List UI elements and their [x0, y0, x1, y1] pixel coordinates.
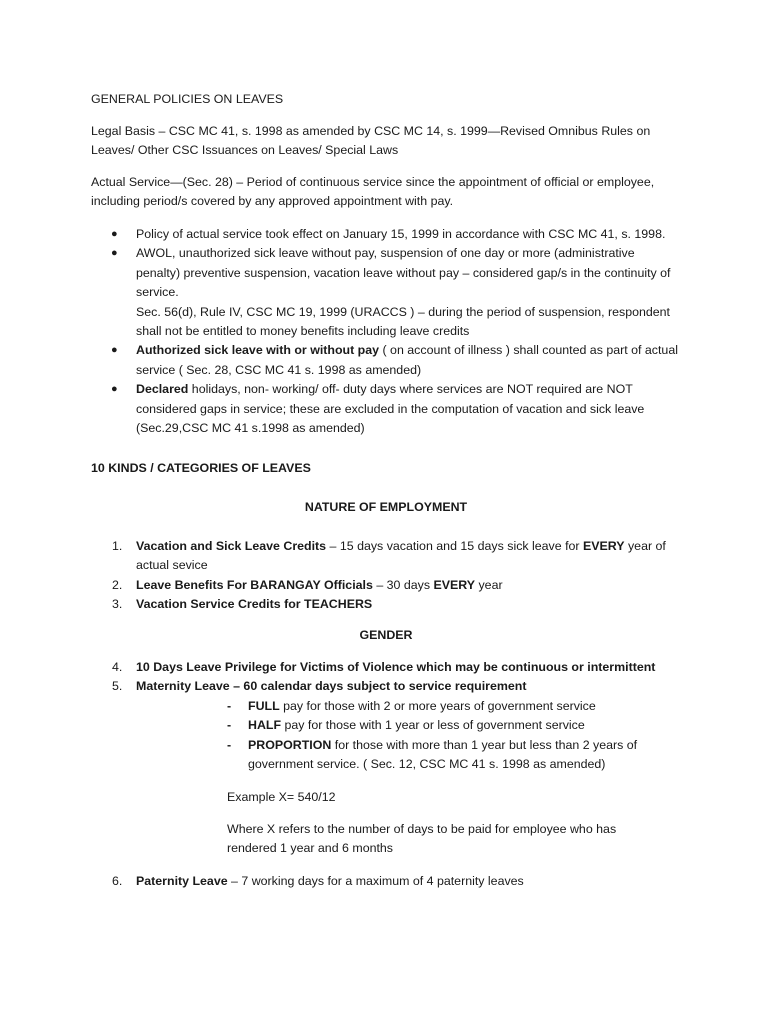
dash-marker: - — [227, 699, 232, 713]
example-formula: Example X= 540/12 — [227, 790, 336, 804]
actual-service-bullets — [91, 225, 681, 438]
bullet-text: Policy of actual service took effect on January 15, 1999 in accordance with CSC MC 41, s. 1998. — [136, 227, 666, 241]
bullet-text: ( on account of illness ) shall counted as part of actual service ( Sec. 28, CSC MC 41 s. 1998 as amended) — [136, 343, 678, 377]
item-number: 6. — [112, 874, 123, 888]
list-item — [91, 380, 681, 438]
item-text-2: year — [475, 577, 503, 592]
dash-marker: - — [227, 718, 232, 733]
item-bold-text-2: EVERY — [583, 539, 625, 553]
list-item — [91, 244, 681, 341]
dash-marker: - — [227, 737, 232, 752]
gender-list — [91, 658, 681, 697]
list-item — [91, 225, 681, 244]
sub-bold-text: PROPORTION — [248, 737, 332, 752]
item-number: 1. — [112, 539, 123, 553]
item-bold-text: Maternity Leave – 60 calendar days subject to service requirement — [136, 679, 527, 694]
legal-basis-paragraph: Legal Basis – CSC MC 41, s. 1998 as amended by CSC MC 14, s. 1999—Revised Omnibus Rules on Leaves/ Other CSC Issuances on Leaves/ Special Laws — [91, 124, 651, 158]
nature-heading: NATURE OF EMPLOYMENT — [304, 500, 468, 514]
gender-heading: GENDER — [359, 628, 413, 642]
list-item — [91, 537, 681, 576]
list-item — [91, 341, 681, 380]
item-bold-text: Vacation and Sick Leave Credits — [136, 539, 327, 553]
item-text: – 7 working days for a maximum of 4 paternity leaves — [227, 874, 524, 888]
bullet-icon: ● — [111, 383, 118, 396]
actual-service-paragraph: Actual Service—(Sec. 28) – Period of continuous service since the appointment of official or employee, including period/s covered by any approved appointment with pay. — [91, 175, 655, 209]
paternity-list — [91, 872, 681, 891]
item-bold-text: 10 Days Leave Privilege for Victims of Violence which may be continuous or intermittent — [136, 660, 656, 674]
sub-text: for those with more than 1 year but less than 2 years of government service. ( Sec. 12, CSC MC 41 s. 1998 as amended) — [248, 737, 638, 772]
bullet-bold-text: Authorized sick leave with or without pay — [136, 343, 380, 358]
bullet-icon: ● — [111, 344, 118, 357]
item-number: 4. — [112, 660, 123, 674]
kinds-heading: 10 KINDS / CATEGORIES OF LEAVES — [91, 461, 311, 475]
list-item — [91, 872, 681, 891]
item-number: 5. — [112, 679, 123, 694]
item-bold-text: Vacation Service Credits for TEACHERS — [136, 597, 373, 612]
list-item — [227, 697, 687, 716]
maternity-sub-list — [227, 697, 687, 775]
bullet-bold-text: Declared — [136, 382, 189, 397]
sub-bold-text: FULL — [248, 699, 280, 713]
item-text: – 15 days vacation and 15 days sick leave for — [326, 539, 583, 553]
item-bold-text: Leave Benefits For BARANGAY Officials — [136, 577, 373, 592]
item-text: – 30 days — [372, 577, 434, 592]
item-number: 2. — [112, 577, 123, 592]
sub-text: pay for those with 1 year or less of government service — [281, 718, 585, 733]
item-text-2: year of actual sevice — [136, 539, 666, 573]
sub-bold-text: HALF — [248, 718, 282, 733]
list-item — [227, 736, 687, 775]
list-item — [91, 677, 681, 696]
item-bold-text: Paternity Leave — [136, 874, 228, 888]
nature-list — [91, 537, 681, 615]
list-item — [91, 658, 681, 677]
bullet-icon: ● — [111, 228, 118, 240]
bullet-text: AWOL, unauthorized sick leave without pay, suspension of one day or more (administrative penalty) preventive suspension, vacation leave without pay – considered gap/s in the continuity of service. — [136, 246, 671, 300]
example-note: Where X refers to the number of days to be paid for employee who has rendered 1 year and 6 months — [227, 822, 617, 856]
list-item — [91, 576, 681, 595]
item-bold-text-2: EVERY — [433, 577, 476, 592]
bullet-extra-text: Sec. 56(d), Rule IV, CSC MC 19, 1999 (URACCS ) – during the period of suspension, respondent shall not be entitled to money benefits including leave credits — [136, 304, 670, 339]
list-item — [91, 595, 681, 614]
item-number: 3. — [112, 597, 123, 612]
page-title: GENERAL POLICIES ON LEAVES — [91, 92, 284, 106]
list-item — [227, 716, 687, 735]
bullet-icon: ● — [111, 247, 118, 260]
sub-text: pay for those with 2 or more years of government service — [279, 699, 596, 713]
bullet-text: holidays, non- working/ off- duty days where services are NOT required are NOT considered gaps in service; these are excluded in the computation of vacation and sick leave (Sec.29,CSC MC 41 s.1998 as amended) — [136, 382, 645, 436]
